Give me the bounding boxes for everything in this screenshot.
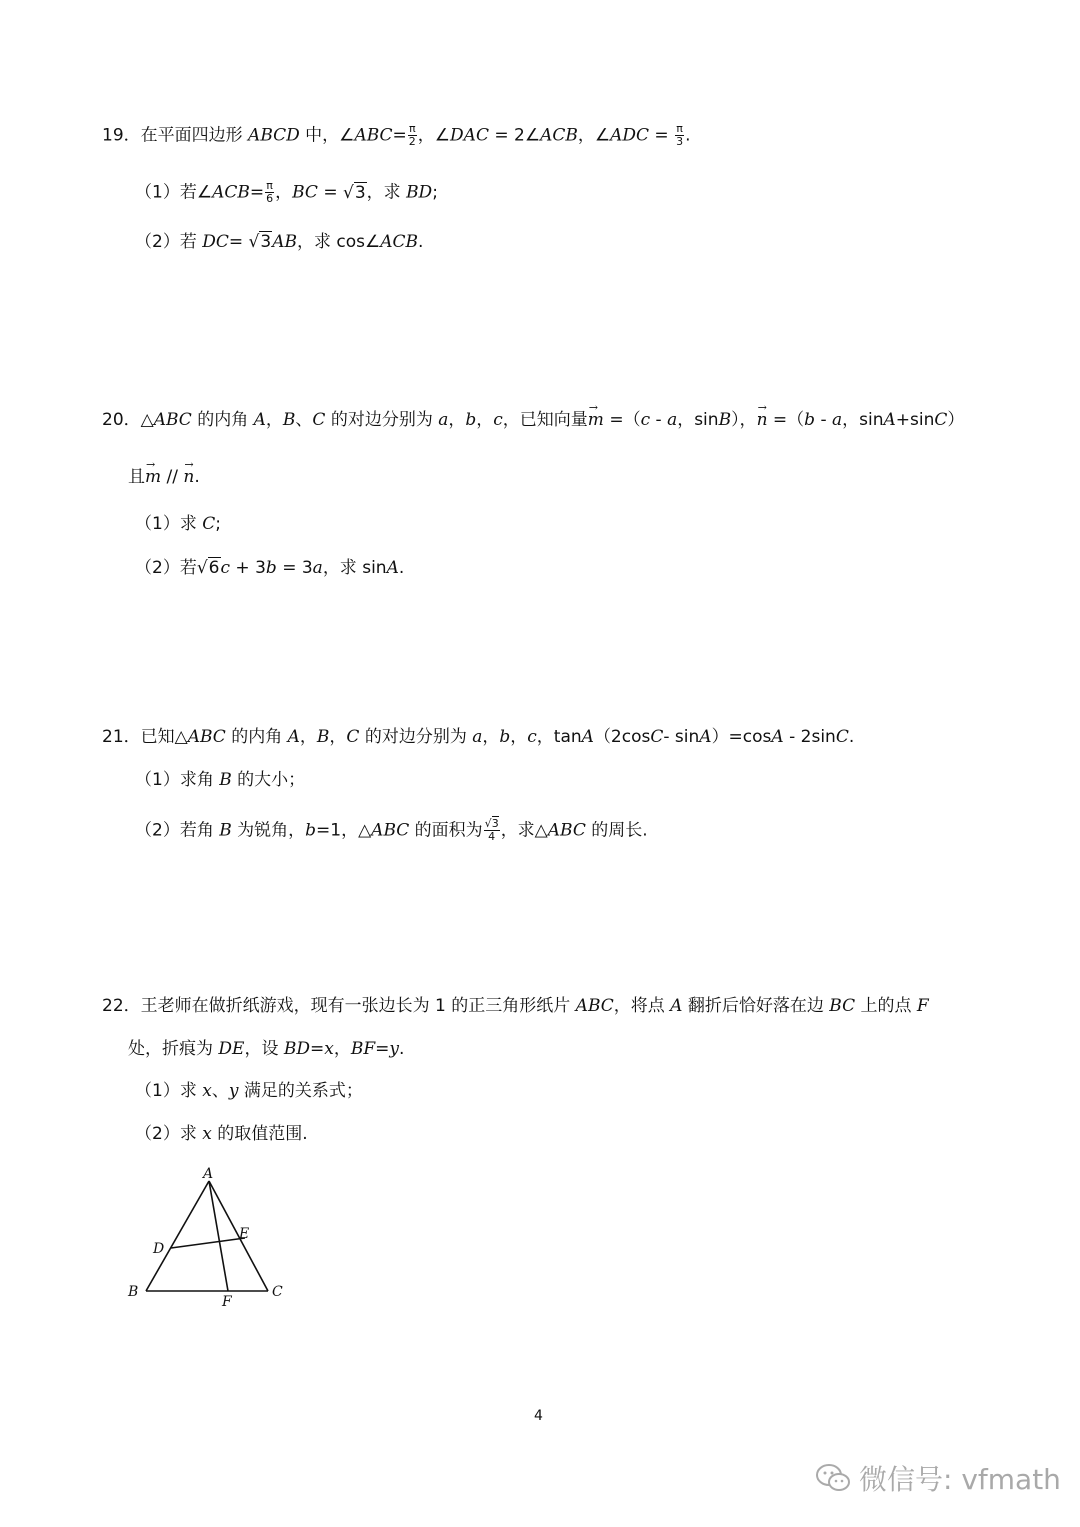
text: ）， [731, 410, 757, 430]
text: ， [482, 727, 500, 747]
var: C [835, 727, 849, 747]
var: A [771, 727, 784, 747]
var: A [253, 410, 266, 430]
text: （1）求 [135, 514, 203, 534]
var: C [312, 410, 326, 430]
text: 的取值范围. [211, 1124, 308, 1144]
var: C [202, 514, 216, 534]
text: ，sin [677, 410, 719, 430]
var: c [527, 727, 537, 747]
numerator: √3 [484, 817, 499, 830]
var: c [493, 410, 503, 430]
q19-part2 [135, 230, 423, 254]
text: - 2sin [783, 727, 836, 747]
text: 22．王老师在做折纸游戏，现有一张边长为 1 的正三角形纸片 [102, 996, 576, 1016]
radicand: 3 [354, 182, 366, 203]
text: +sin [895, 410, 935, 430]
var: B [282, 410, 296, 430]
q20-part1 [135, 512, 221, 536]
watermark [815, 1458, 1061, 1498]
text: ，求△ [500, 820, 548, 841]
vector-n: → n [183, 465, 194, 489]
text: 中，∠ [299, 125, 355, 146]
var: BF [350, 1039, 376, 1059]
var: c [640, 410, 651, 430]
text: // [161, 467, 184, 487]
triangle-fold-figure [122, 1165, 297, 1315]
var: a [312, 558, 323, 578]
text: （2）若 [135, 232, 203, 252]
text: . [685, 125, 691, 146]
text: 处，折痕为 [128, 1039, 219, 1059]
text: ; [432, 182, 438, 203]
label-f: F [222, 1294, 232, 1310]
var: A [670, 996, 683, 1016]
text: = [375, 1039, 390, 1059]
text: ，设 [244, 1039, 284, 1059]
label-b: B [128, 1284, 139, 1300]
text: =（ [603, 410, 641, 430]
var: x [324, 1039, 334, 1059]
var: C [346, 727, 360, 747]
text: ，求 sin [322, 558, 387, 578]
text: （2）求 [135, 1124, 203, 1144]
fraction [675, 123, 684, 148]
text: = [228, 232, 249, 252]
var: A [581, 727, 594, 747]
text: 上的点 [855, 996, 917, 1016]
text: ，已知向量 [502, 410, 588, 430]
var: DC [202, 232, 229, 252]
var: BC [829, 996, 856, 1016]
var: ACB [380, 232, 419, 252]
var: ACB [540, 125, 578, 146]
text: = 3 [276, 558, 313, 578]
numerator: π [408, 122, 416, 135]
var: DE [218, 1039, 245, 1059]
text: . [418, 232, 424, 252]
text: ，sin [842, 410, 884, 430]
var: BC [292, 182, 318, 203]
label-e: E [239, 1226, 250, 1242]
q21-title [102, 725, 854, 749]
text: ， [333, 1039, 351, 1059]
page-number: 4 [534, 1408, 543, 1424]
var: AB [272, 232, 297, 252]
sqrt: √6 [196, 558, 220, 578]
q20-line2 [128, 465, 200, 489]
text: ; [215, 514, 221, 534]
var: A [883, 410, 896, 430]
radicand: 6 [208, 558, 220, 578]
var: x [202, 1124, 212, 1144]
text: 的大小； [231, 770, 306, 790]
denominator: 3 [676, 135, 684, 148]
text: . [398, 1039, 405, 1059]
fraction [484, 818, 500, 843]
numerator: π [676, 122, 683, 135]
var: y [228, 1081, 239, 1101]
text: 的对边分别为 [325, 410, 439, 430]
text: = [249, 182, 265, 203]
q21-part2 [135, 818, 648, 843]
fraction [265, 180, 274, 205]
var: ABC [354, 125, 393, 146]
text: . [848, 727, 855, 747]
var: A [699, 727, 712, 747]
text: =1，△ [316, 820, 372, 841]
text: ， [448, 410, 466, 430]
var: ABC [575, 996, 614, 1016]
text: 且 [128, 467, 145, 487]
wechat-icon [815, 1463, 851, 1493]
text: = [317, 182, 343, 203]
text: ， [265, 410, 283, 430]
text: ， [299, 727, 317, 747]
label-c: C [272, 1284, 283, 1300]
text: ，求 cos∠ [296, 232, 381, 252]
var: ABC [371, 820, 410, 841]
var: B [316, 727, 330, 747]
text: 的周长. [585, 820, 648, 841]
radicand: 3 [491, 817, 499, 830]
var: B [219, 770, 232, 790]
text: 的内角 [225, 727, 288, 747]
q19-title [102, 123, 690, 148]
text: ， [329, 727, 347, 747]
watermark-text: 微信号: vfmath [859, 1463, 1061, 1496]
var: ADC [610, 125, 650, 146]
radicand: 3 [260, 232, 272, 252]
text: （2）若角 [135, 820, 220, 841]
text: 19．在平面四边形 [102, 125, 249, 146]
text: = [392, 125, 407, 146]
var: ACB [212, 182, 250, 203]
var: a [438, 410, 449, 430]
q21-part1 [135, 768, 305, 792]
text: ）=cos [711, 727, 772, 747]
var: x [202, 1081, 212, 1101]
text: ） [947, 410, 965, 430]
sqrt: √3 [248, 232, 272, 252]
denominator: 2 [408, 135, 416, 148]
fold-line-de [171, 1238, 245, 1248]
var: A [287, 727, 300, 747]
text: - [815, 410, 833, 430]
text: = [309, 1039, 325, 1059]
text: 的对边分别为 [359, 727, 473, 747]
var: y [389, 1039, 399, 1059]
var: DAC [450, 125, 489, 146]
text: ， [476, 410, 494, 430]
var: C [650, 727, 664, 747]
var: A [386, 558, 399, 578]
text: ，∠ [417, 125, 451, 146]
text: 20．△ [102, 410, 154, 430]
text: 21．已知△ [102, 727, 188, 747]
text: + 3 [230, 558, 266, 578]
text: ， [275, 182, 293, 203]
q20-part2 [135, 556, 404, 580]
var: BD [406, 182, 433, 203]
var: b [465, 410, 477, 430]
var: ABC [547, 820, 586, 841]
text: . [194, 467, 200, 487]
q22-part1 [135, 1079, 363, 1103]
sqrt: √3 [342, 182, 366, 203]
denominator: 6 [266, 192, 274, 205]
text: ，∠ [577, 125, 611, 146]
text: （1）若∠ [135, 182, 213, 203]
text: ，求 [366, 182, 407, 203]
text: = 2∠ [488, 125, 541, 146]
text: ，将点 [613, 996, 671, 1016]
text: =（ [767, 410, 805, 430]
text: = [649, 125, 675, 146]
fraction [408, 123, 417, 148]
var: b [305, 820, 317, 841]
label-d: D [153, 1241, 165, 1257]
text: （2）若 [135, 558, 197, 578]
var: C [934, 410, 948, 430]
var: ABC [153, 410, 192, 430]
text: - [650, 410, 668, 430]
var: c [220, 558, 231, 578]
q22-title [102, 994, 929, 1018]
text: 翻折后恰好落在边 [682, 996, 830, 1016]
var: a [667, 410, 678, 430]
var: BD [283, 1039, 310, 1059]
text: （1）求 [135, 1081, 203, 1101]
var: a [832, 410, 843, 430]
vector-m: → m [145, 465, 161, 489]
q22-part2 [135, 1122, 308, 1146]
text: 的内角 [191, 410, 254, 430]
side-ab [146, 1181, 209, 1291]
label-a: A [203, 1166, 214, 1182]
text: 、 [211, 1081, 229, 1101]
denominator: 4 [488, 830, 496, 843]
q20-title [102, 408, 964, 432]
vector-n: → n [757, 408, 768, 432]
var: b [499, 727, 511, 747]
var: ABC [187, 727, 226, 747]
text: 为锐角， [231, 820, 306, 841]
text: 的面积为 [409, 820, 483, 841]
q19-part1 [135, 180, 438, 205]
text: （1）求角 [135, 770, 220, 790]
var: B [718, 410, 732, 430]
var: F [916, 996, 929, 1016]
text: . [398, 558, 405, 578]
var: B [219, 820, 232, 841]
text: ， [510, 727, 528, 747]
var: b [804, 410, 816, 430]
vector-m: → m [588, 408, 604, 432]
var: b [265, 558, 277, 578]
text: 、 [295, 410, 313, 430]
text: （2cos [593, 727, 651, 747]
var: ABCD [248, 125, 300, 146]
q22-line2 [128, 1037, 404, 1061]
numerator: π [266, 179, 273, 192]
text: 满足的关系式； [238, 1081, 363, 1101]
text: ，tan [536, 727, 582, 747]
text: - sin [663, 727, 700, 747]
var: a [472, 727, 483, 747]
